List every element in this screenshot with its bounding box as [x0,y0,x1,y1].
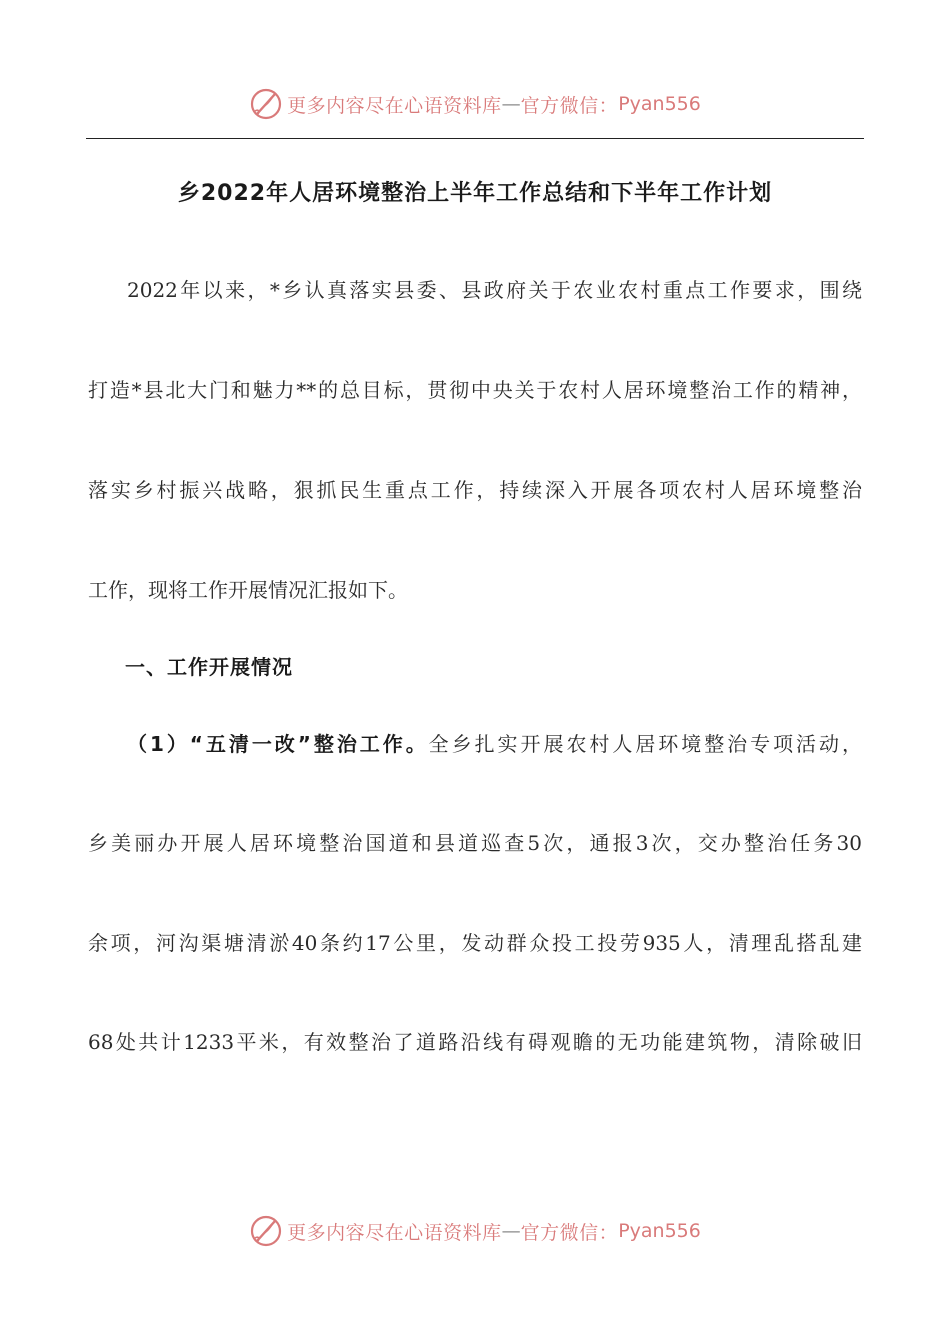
item1-first-rest: 全乡扎实开展农村人居环境整治专项活动， [428,732,862,756]
footer-separator: — [501,1220,521,1242]
footer-banner [0,1211,950,1251]
item1-line-2: 乡美丽办开展人居环境整治国道和县道巡查5次，通报3次，交办整治任务30 [88,831,862,855]
item1-lead: （1）“五清一改”整治工作。 [127,732,429,756]
section-heading: 一、工作开展情况 [125,655,293,679]
quill-logo-icon [249,1214,283,1248]
intro-line-4: 工作，现将工作开展情况汇报如下。 [88,578,408,602]
item1-line-1 [127,728,862,757]
footer-slogan: 更多内容尽在心语资料库 [287,1221,502,1244]
quill-logo-icon [249,87,283,121]
header-wechat-id: Pyan556 [618,93,701,115]
intro-line-2: 打造*县北大门和魅力**的总目标，贯彻中央关于农村人居环境整治工作的精神， [88,378,862,402]
item1-line-4: 68处共计1233平米，有效整治了道路沿线有碍观瞻的无功能建筑物，清除破旧 [88,1030,862,1054]
document-title: 乡2022年人居环境整治上半年工作总结和下半年工作计划 [177,181,773,206]
header-wechat-label: 官方微信： [520,94,619,117]
header-separator: — [501,93,521,115]
intro-line-1: 2022年以来，*乡认真落实县委、县政府关于农业农村重点工作要求，围绕 [127,278,862,302]
footer-wechat-label: 官方微信： [520,1221,619,1244]
item1-line-3: 余项，河沟渠塘清淤40条约17公里，发动群众投工投劳935人，清理乱搭乱建 [88,931,862,955]
footer-wechat-id: Pyan556 [618,1220,701,1242]
header-banner [0,84,950,124]
header-divider [86,138,864,139]
intro-line-3: 落实乡村振兴战略，狠抓民生重点工作，持续深入开展各项农村人居环境整治 [88,478,862,502]
header-slogan: 更多内容尽在心语资料库 [287,94,502,117]
